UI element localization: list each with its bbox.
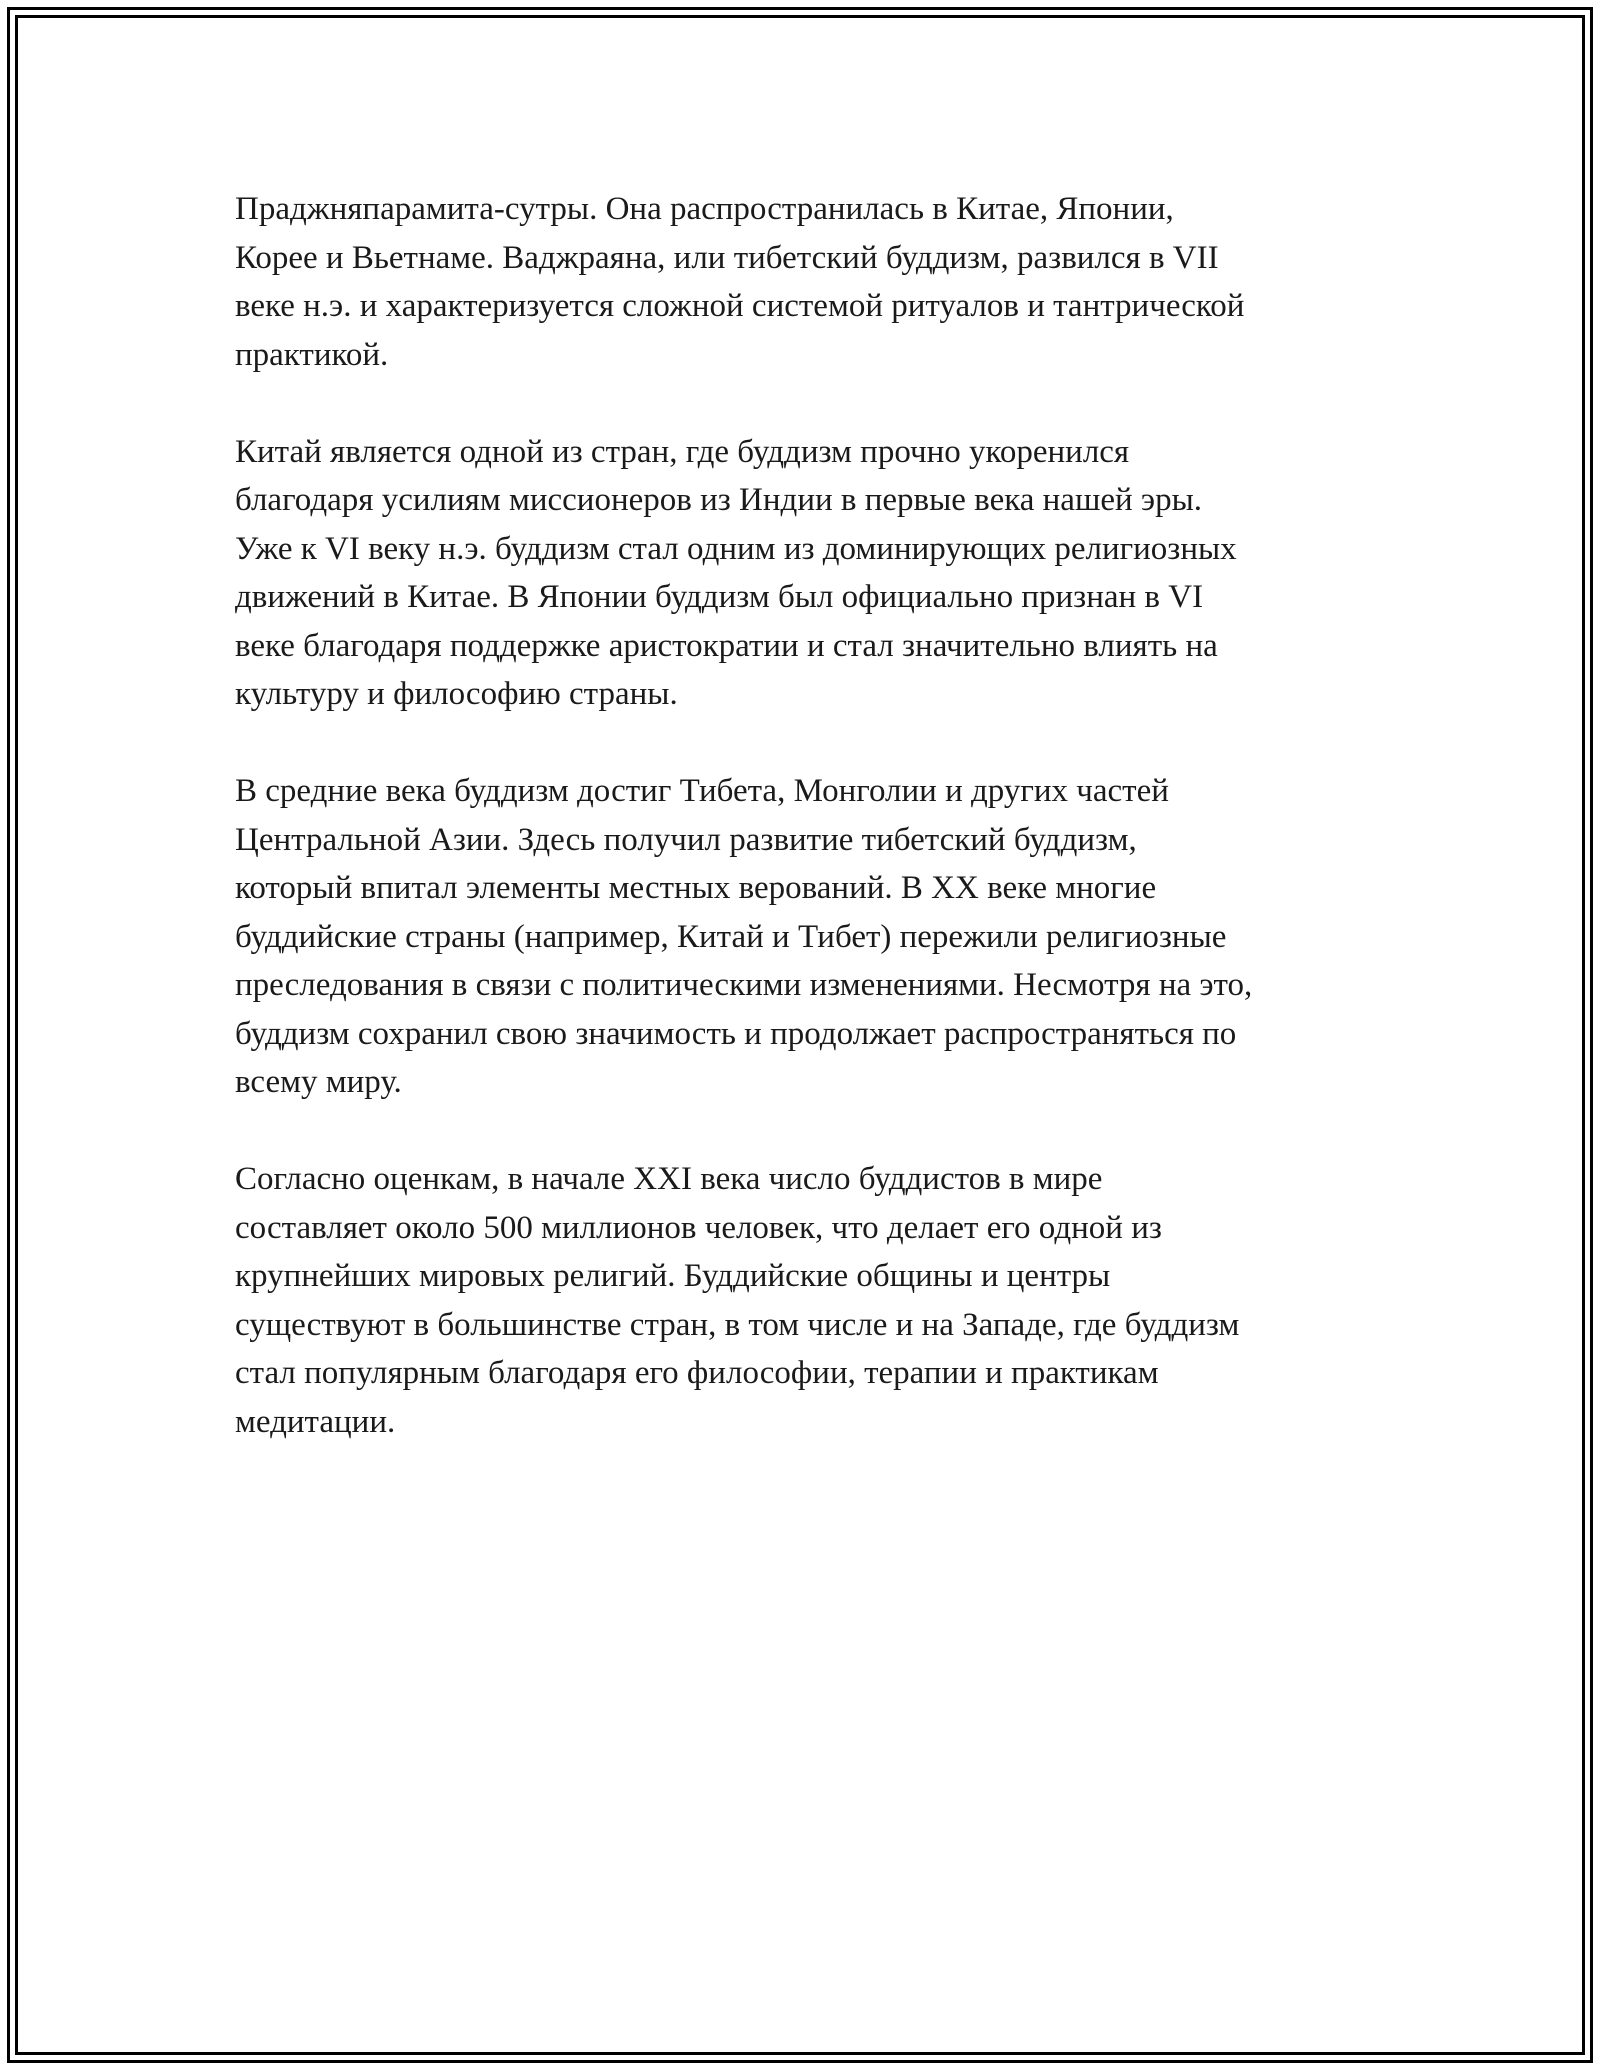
document-body: [235, 185, 1385, 1446]
paragraph-2: Китай является одной из стран, где буддизм прочно укоренился благодаря усилиям миссионеров из Индии в первые века нашей эры. Уже к VI веку н.э. буддизм стал одним из доминирующих религиозных движений в Китае. В Японии буддизм был официально признан в VI веке благодаря поддержке аристократии и стал значительно влиять на культуру и философию страны.: [235, 433, 1237, 712]
paragraph-3: В средние века буддизм достиг Тибета, Монголии и других частей Центральной Азии. Здесь получил развитие тибетский буддизм, который впитал элементы местных верований. В XX веке многие буддийские страны (например, Китай и Тибет) пережили религиозные преследования в связи с политическими изменениями. Несмотря на это, буддизм сохранил свою значимость и продолжает распространяться по всему миру.: [235, 773, 1253, 1100]
paragraph-4: Согласно оценкам, в начале XXI века число буддистов в мире составляет около 500 миллионов человек, что делает его одной из крупнейших мировых религий. Буддийские общины и центры существуют в большинстве стран, в том числе и на Западе, где буддизм стал популярным благодаря его философии, терапии и практикам медитации.: [235, 1161, 1240, 1440]
paragraph-1: Праджняпарамита-сутры. Она распространилась в Китае, Японии, Корее и Вьетнаме. Ваджраяна, или тибетский буддизм, развился в VII веке н.э. и характеризуется сложной системой ритуалов и тантрической практикой.: [235, 191, 1245, 373]
